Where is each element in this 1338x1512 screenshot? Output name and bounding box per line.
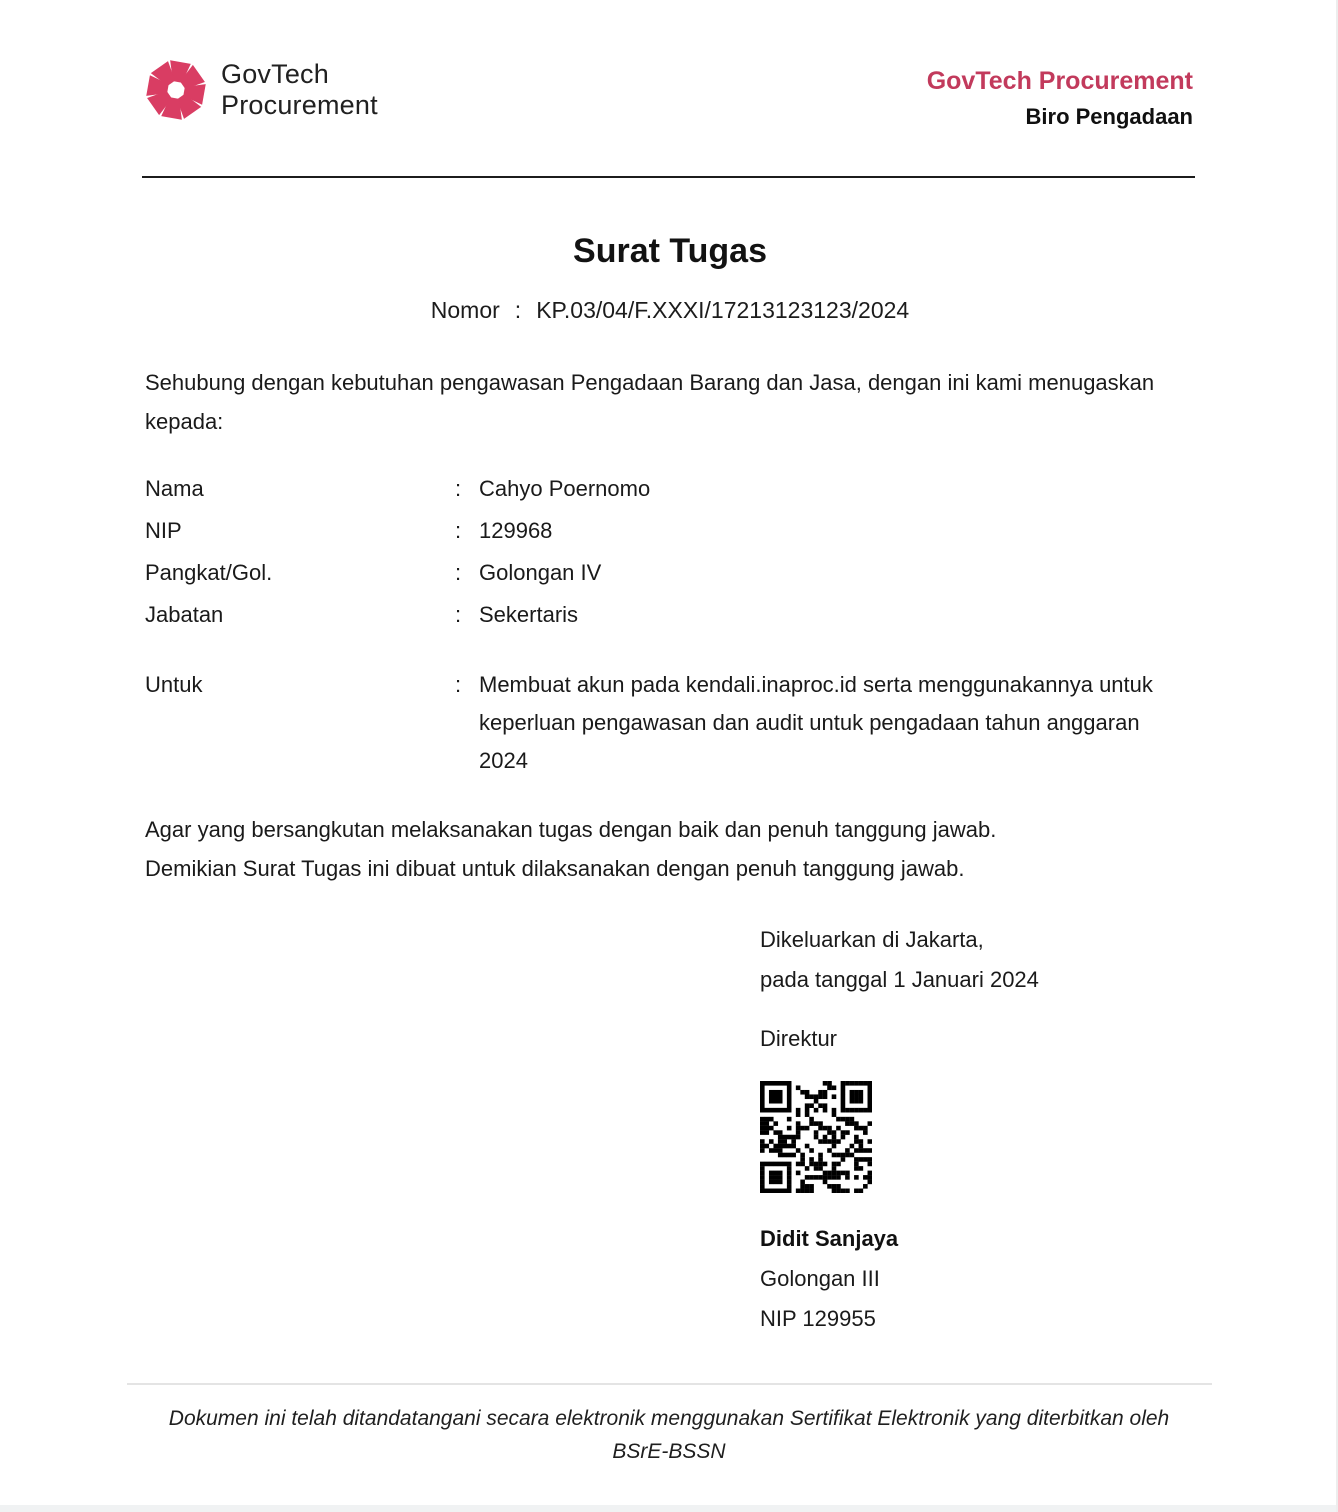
nomor-separator: : (514, 297, 522, 323)
field-row-nama (145, 468, 1195, 510)
assignment-section (145, 666, 1195, 780)
org-subtitle: Biro Pengadaan (1025, 104, 1193, 129)
header-rule (142, 176, 1195, 178)
assignee-fields (145, 468, 1195, 636)
issued-date: pada tanggal 1 Januari 2024 (760, 967, 1039, 992)
closing-line1: Agar yang bersangkutan melaksanakan tugas dengan baik dan penuh tanggung jawab. (145, 817, 997, 842)
letterhead (145, 56, 1193, 132)
field-label: Jabatan (145, 602, 224, 627)
field-separator: : (455, 602, 462, 627)
title-block (145, 232, 1195, 324)
govtech-logo (145, 56, 378, 124)
closing-paragraph (145, 810, 1205, 888)
document-number-line (145, 297, 1195, 324)
footer-rule (127, 1383, 1212, 1385)
issued-place: Dikeluarkan di Jakarta, (760, 927, 984, 952)
field-label: Nama (145, 476, 204, 501)
field-separator: : (455, 476, 462, 501)
signer-name: Didit Sanjaya (760, 1226, 899, 1251)
field-label: Pangkat/Gol. (145, 560, 273, 585)
letterhead-right (927, 56, 1193, 132)
assignment-value: Membuat akun pada kendali.inaproc.id serta menggunakannya untuk keperluan pengawasan dan audit untuk pengadaan tahun anggaran 2024 (479, 672, 1153, 773)
signature-block (760, 920, 1200, 1339)
field-value: Sekertaris (479, 602, 579, 627)
qr-code (760, 1081, 872, 1193)
field-separator: : (455, 672, 462, 697)
field-value: 129968 (479, 518, 553, 543)
field-value: Golongan IV (479, 560, 602, 585)
field-value: Cahyo Poernomo (479, 476, 651, 501)
page-bottom-edge (0, 1505, 1336, 1512)
signer-nip: NIP 129955 (760, 1306, 876, 1331)
field-row-untuk (145, 666, 1195, 780)
field-row-jabatan (145, 594, 1195, 636)
field-label: NIP (145, 518, 182, 543)
nomor-value: KP.03/04/F.XXXI/17213123123/2024 (536, 297, 910, 323)
signer-grade: Golongan III (760, 1266, 880, 1291)
intro-paragraph: Sehubung dengan kebutuhan pengawasan Pengadaan Barang dan Jasa, dengan ini kami menugaskan kepada: (145, 370, 1155, 434)
footer-disclaimer: Dokumen ini telah ditandatangani secara elektronik menggunakan Sertifikat Elektronik yang diterbitkan oleh BSrE-BSSN (168, 1407, 1170, 1463)
org-title: GovTech Procurement (926, 67, 1193, 95)
field-row-nip (145, 510, 1195, 552)
govtech-pinwheel-icon (145, 56, 207, 124)
document-title: Surat Tugas (573, 232, 767, 270)
nomor-label: Nomor (430, 297, 500, 323)
logo-wordmark (221, 59, 378, 121)
field-separator: : (455, 560, 462, 585)
signer-role: Direktur (760, 1026, 838, 1051)
logo-line1: GovTech (221, 59, 329, 89)
field-row-pangkat (145, 552, 1195, 594)
field-label: Untuk (145, 672, 203, 697)
closing-line2: Demikian Surat Tugas ini dibuat untuk dilaksanakan dengan penuh tanggung jawab. (145, 856, 965, 881)
field-separator: : (455, 518, 462, 543)
logo-line2: Procurement (221, 90, 378, 120)
